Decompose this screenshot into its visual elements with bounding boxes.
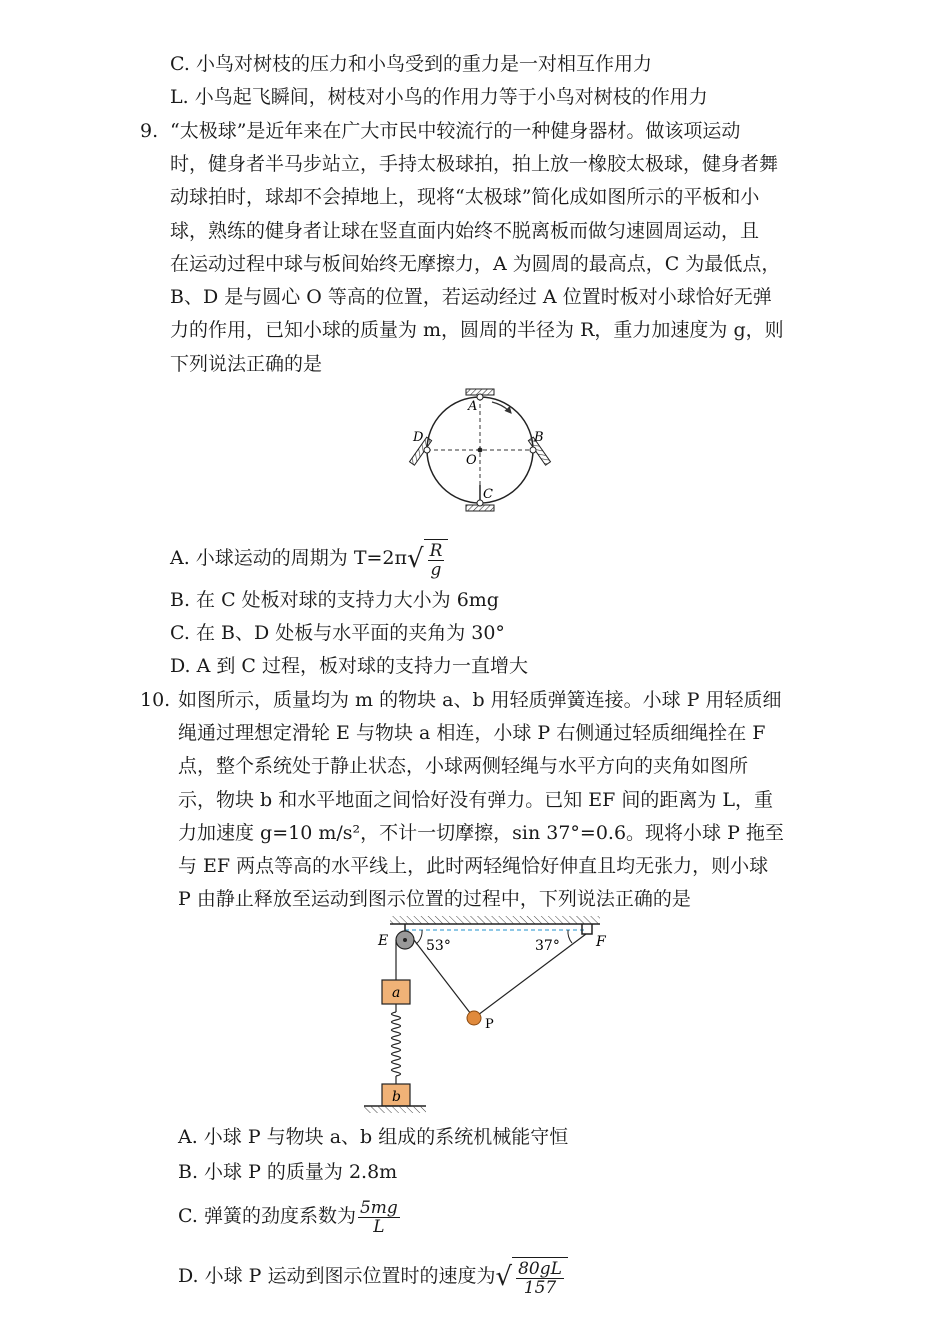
q10-line-6: 与 EF 两点等高的水平线上，此时两轻绳恰好伸直且均无张力，则小球 xyxy=(178,855,769,877)
label-B: B xyxy=(534,430,544,445)
ceiling xyxy=(390,916,600,924)
q10-option-a: A. 小球 P 与物块 a、b 组成的系统机械能守恒 xyxy=(178,1126,569,1148)
angle-arc-53 xyxy=(416,930,422,944)
label-b: b xyxy=(392,1089,401,1105)
q10-option-d-numerator: 80gL xyxy=(518,1259,562,1280)
center-point xyxy=(478,448,483,453)
q9-line-3: 动球拍时，球却不会掉地上，现将“太极球”简化成如图所示的平板和小 xyxy=(170,186,760,208)
label-E: E xyxy=(378,933,389,949)
string-p-to-f xyxy=(474,934,586,1018)
q9-option-a-numerator: R xyxy=(429,541,443,562)
q9-line-1: “太极球”是近年来在广大市民中较流行的一种健身器材。做该项运动 xyxy=(170,120,741,142)
q9-option-d: D. A 到 C 过程，板对球的支持力一直增大 xyxy=(170,655,529,677)
label-O: O xyxy=(466,453,477,468)
prev-option-c: C. 小鸟对树枝的压力和小鸟受到的重力是一对相互作用力 xyxy=(170,53,652,75)
label-D: D xyxy=(413,430,424,445)
q10-option-c xyxy=(178,1196,402,1236)
q9-line-4: 球，熟练的健身者让球在竖直面内始终不脱离板而做匀速圆周运动，且 xyxy=(170,220,760,242)
label-C: C xyxy=(483,487,493,502)
q10-option-d: D. 小球 P 运动到图示位置时的速度为√ $\frac{80gL}{157}$ xyxy=(178,1256,568,1298)
mount-f xyxy=(582,924,592,934)
label-a: a xyxy=(392,985,401,1001)
label-P: P xyxy=(485,1017,494,1032)
q9-option-c: C. 在 B、D 处板与水平面的夹角为 30° xyxy=(170,622,505,644)
label-A: A xyxy=(468,399,478,414)
label-angle-37: 37° xyxy=(535,938,560,954)
q9-line-8: 下列说法正确的是 xyxy=(170,353,323,375)
q9-circle-figure xyxy=(400,380,570,520)
q10-option-c-text: C. 弹簧的劲度系数为 xyxy=(178,1205,356,1227)
label-angle-53: 53° xyxy=(426,938,451,954)
angle-arc-37 xyxy=(568,930,572,943)
q9-line-5: 在运动过程中球与板间始终无摩擦力，A 为圆周的最高点，C 为最低点， xyxy=(170,253,781,275)
q10-option-c-numerator: 5mg xyxy=(359,1197,398,1218)
q9-option-a: A. 小球运动的周期为 T=2π√ $\frac{R}{g}$ xyxy=(170,538,448,580)
q9-option-a-denominator: g xyxy=(430,560,442,581)
q10-option-d-text: D. 小球 P 运动到图示位置时的速度为 xyxy=(178,1265,496,1287)
ball-p xyxy=(467,1011,481,1025)
q9-line-6: B、D 是与圆心 O 等高的位置，若运动经过 A 位置时板对小球恰好无弹 xyxy=(170,286,772,308)
question-10-number: 10. xyxy=(140,689,171,711)
spring xyxy=(392,1012,401,1076)
q10-option-c-denominator: L xyxy=(373,1216,385,1237)
q10-line-1: 如图所示，质量均为 m 的物块 a、b 用轻质弹簧连接。小球 P 用轻质细 xyxy=(178,689,782,711)
q10-line-7: P 由静止释放至运动到图示位置的过程中，下列说法正确的是 xyxy=(178,888,691,910)
q10-line-3: 点，整个系统处于静止状态，小球两侧轻绳与水平方向的夹角如图所 xyxy=(178,755,749,777)
q9-option-b: B. 在 C 处板对球的支持力大小为 6mg xyxy=(170,589,499,611)
q10-line-2: 绳通过理想定滑轮 E 与物块 a 相连，小球 P 右侧通过轻质细绳拴在 F xyxy=(178,722,766,744)
q9-option-a-text: A. 小球运动的周期为 T=2π xyxy=(170,547,408,569)
label-F: F xyxy=(596,934,606,950)
rotation-arrow-icon xyxy=(492,402,511,413)
q9-line-2: 时，健身者半马步站立，手持太极球拍，拍上放一橡胶太极球，健身者舞 xyxy=(170,153,779,175)
prev-option-d: L. 小鸟起飞瞬间，树枝对小鸟的作用力等于小鸟对树枝的作用力 xyxy=(170,86,708,108)
question-9-number: 9. xyxy=(140,120,159,142)
q10-line-5: 力加速度 g=10 m/s²，不计一切摩擦，sin 37°=0.6。现将小球 P 拖至 xyxy=(178,822,784,844)
q10-pulley-figure xyxy=(360,912,620,1117)
q9-line-7: 力的作用，已知小球的质量为 m，圆周的半径为 R，重力加速度为 g，则 xyxy=(170,319,784,341)
q10-line-4: 示，物块 b 和水平地面之间恰好没有弹力。已知 EF 间的距离为 L，重 xyxy=(178,789,774,811)
q10-option-b: B. 小球 P 的质量为 2.8m xyxy=(178,1161,398,1183)
q10-option-d-denominator: 157 xyxy=(523,1278,557,1299)
